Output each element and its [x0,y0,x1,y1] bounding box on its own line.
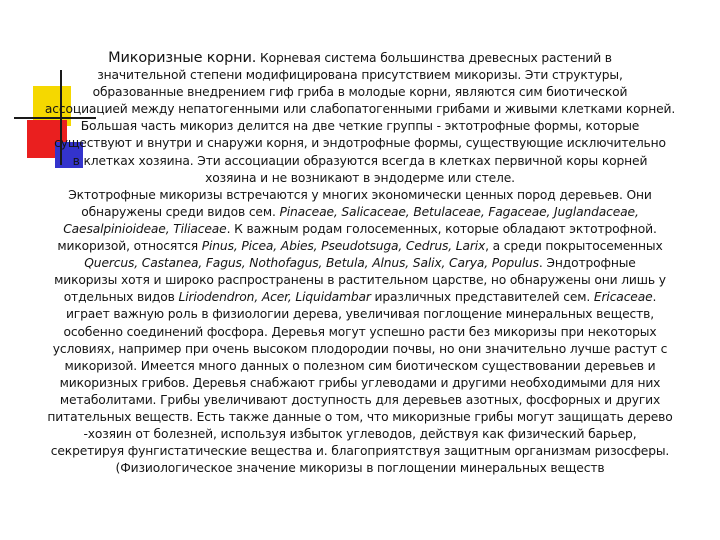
latin-taxon-names: Caesalpinioideae, Tiliaceae [63,221,227,236]
text-line [12,67,708,84]
text-line [12,118,708,135]
text-line [12,289,708,306]
text-segment: образованные внедрением гиф гриба в молодые корни, являются сим биотической [92,85,628,100]
text-line [12,238,708,255]
text-line [12,187,708,204]
text-segment: микоризой, относятся [57,239,202,254]
text-segment: иразличных представителей сем. [370,290,594,305]
text-line [12,101,708,118]
text-line [12,443,708,460]
text-segment: условиях, например при очень высоком плодородии почвы, но они значительно лучше растут с [52,341,668,356]
text-line [12,170,708,187]
text-segment: . [652,290,657,305]
text-line [12,358,708,375]
latin-taxon-names: Pinus, Picea, Abies, Pseudotsuga, Cedrus, Larix [201,239,486,254]
text-line [12,426,708,443]
text-line [12,392,708,409]
text-line [12,324,708,341]
text-segment: секретируя фунгистатические вещества и. благоприятствуя защитным организмам ризосферы. [50,444,670,459]
text-segment: (Физиологическое значение микоризы в поглощении минеральных веществ [115,461,605,476]
text-line [12,221,708,238]
text-line [12,460,708,477]
text-segment: микоризы хотя и широко распространены в растительном царстве, но обнаружены они лишь у [54,273,666,288]
text-segment: играет важную роль в физиологии дерева, увеличивая поглощение минеральных веществ, [65,307,655,322]
text-segment: отдельных видов [63,290,179,305]
latin-taxon-names: Liriodendron, Acer, Liquidambar [178,290,371,305]
text-segment: . К важным родам голосеменных, которые обладают эктотрофной. [226,221,657,236]
text-segment: -хозяин от болезней, используя избыток углеводов, действуя как физический барьер, [83,427,637,442]
text-segment: микоризой. Имеется много данных о полезном сим биотическом существовании деревьев и [64,358,656,373]
text-line [12,204,708,221]
latin-taxon-names: Pinaceae, Salicaceae, Betulaceae, Fagaceae, Juglandaceae, [279,204,639,219]
latin-taxon-names: Ericaceae [593,290,653,305]
text-segment: особенно соединений фосфора. Деревья могут успешно расти без микоризы при некоторых [63,324,657,339]
text-line [12,341,708,358]
text-segment: Эктотрофные микоризы встречаются у многих экономически ценных пород деревьев. Они [68,187,652,202]
text-segment: существуют и внутри и снаружи корня, и эндотрофные формы, существующие исключительно [54,136,666,151]
text-line [12,255,708,272]
text-segment: хозяина и не возникают в эндодерме или стеле. [205,170,515,185]
text-segment: обнаружены среди видов сем. [81,204,280,219]
text-segment: микоризных грибов. Деревья снабжают грибы углеводами и другими необходимыми для них [59,375,661,390]
text-segment: значительной степени модифицирована присутствием микоризы. Эти структуры, [97,68,623,83]
text-segment: , а среди покрытосеменных [485,239,663,254]
text-segment: Большая часть микориз делится на две четкие группы - эктотрофные формы, которые [80,119,640,134]
text-line [12,135,708,152]
text-line [12,272,708,289]
slide-title: Микоризные корни. [108,50,257,66]
latin-taxon-names: Quercus, Castanea, Fagus, Nothofagus, Betula, Alnus, Salix, Carya, Populus [84,256,539,271]
text-line [12,84,708,101]
text-line [12,153,708,170]
text-segment: питательных веществ. Есть также данные о том, что микоризные грибы могут защищать дерево [47,409,673,424]
text-line [12,409,708,426]
text-line [12,375,708,392]
text-line [12,50,708,67]
text-segment: в клетках хозяина. Эти ассоциации образуются всегда в клетках первичной коры корней [72,153,648,168]
text-segment: Корневая система большинства древесных растений в [256,51,612,65]
text-segment: ассоциацией между непатогенными или слабопатогенными грибами и живыми клетками корней. [44,102,676,117]
text-line [12,306,708,323]
text-segment: . Эндотрофные [538,256,636,271]
text-segment: метаболитами. Грибы увеличивают доступность для деревьев азотных, фосфорных и других [59,392,661,407]
slide-body-text [12,50,708,477]
